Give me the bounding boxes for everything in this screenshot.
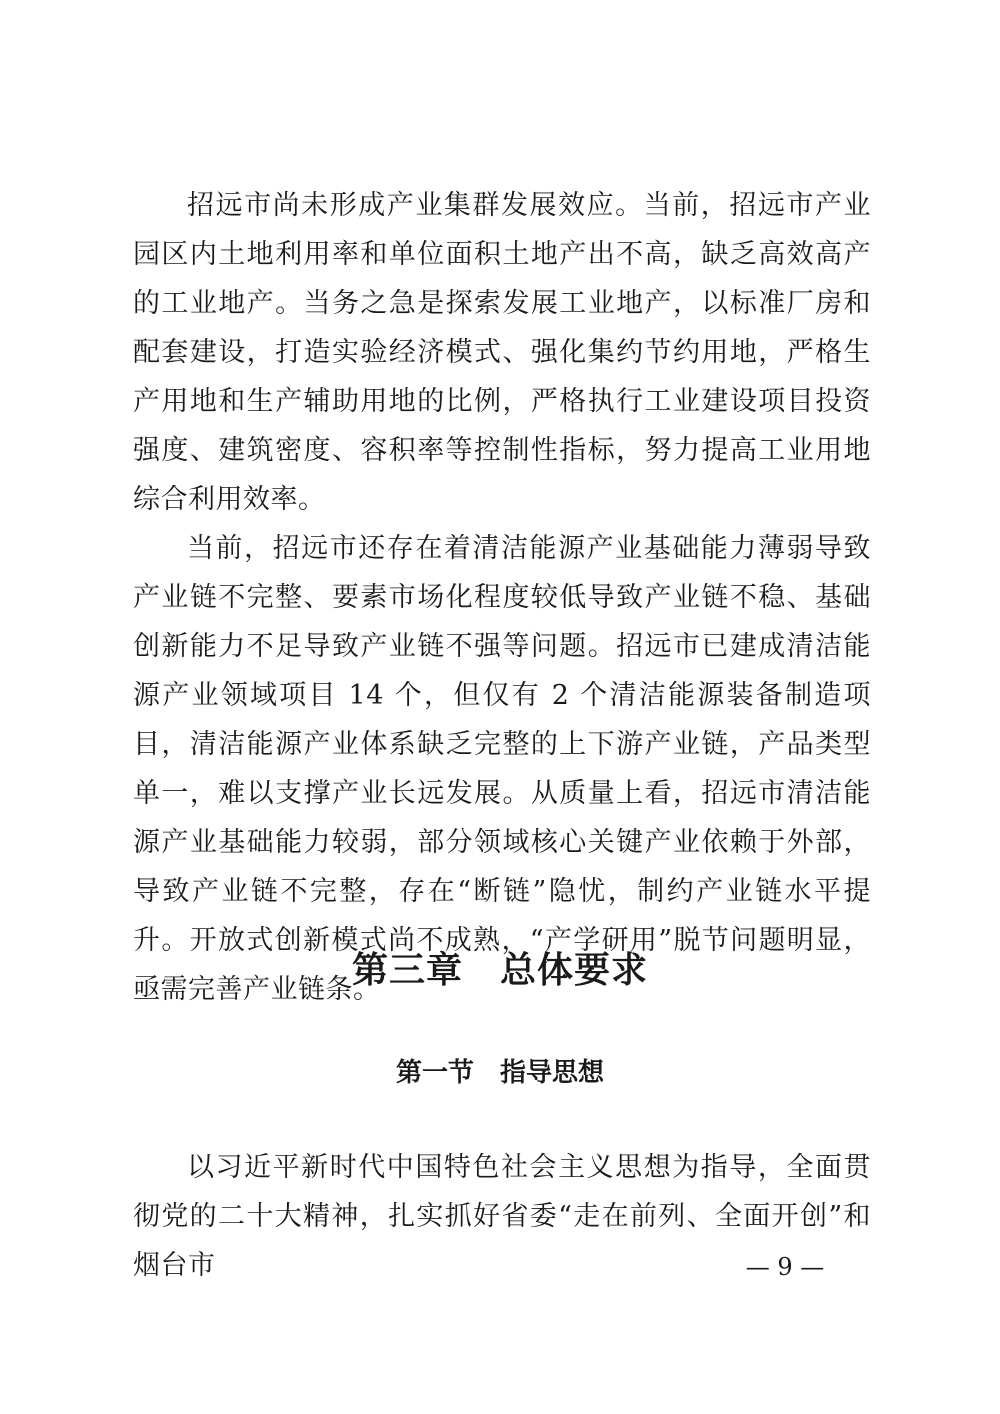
body-text-top <box>133 181 871 1014</box>
chapter-title: 第三章 总体要求 <box>351 950 648 991</box>
section-title: 第一节 指导思想 <box>395 1058 604 1088</box>
page-number: — 9 — <box>745 1253 825 1281</box>
paragraph-industrial-land: 招远市尚未形成产业集群发展效应。当前，招远市产业园区内土地利用率和单位面积土地产出不高，缺乏高效高产的工业地产。当务之急是探索发展工业地产，以标准厂房和配套建设，打造实验经济模式、强化集约节约用地，严格生产用地和生产辅助用地的比例，严格执行工业建设项目投资强度、建筑密度、容积率等控制性指标，努力提高工业用地综合利用效率。 <box>133 190 871 515</box>
paragraph-guiding-thought: 以习近平新时代中国特色社会主义思想为指导，全面贯彻党的二十大精神，扎实抓好省委“走在前列、全面开创”和烟台市 <box>133 1152 871 1281</box>
paragraph-clean-energy-chain: 当前，招远市还存在着清洁能源产业基础能力薄弱导致产业链不完整、要素市场化程度较低导致产业链不稳、基础创新能力不足导致产业链不强等问题。招远市已建成清洁能源产业领域项目 14 个，但仅有 2 个清洁能源装备制造项目，清洁能源产业体系缺乏完整的上下游产业链，产品类型单一，难以支撑产业长远发展。从质量上看，招远市清洁能源产业基础能力较弱，部分领域核心关键产业依赖于外部，导致产业链不完整，存在“断链”隐忧，制约产业链水平提升。开放式创新模式尚不成熟，“产学研用”脱节问题明显，亟需完善产业链条。 <box>133 533 871 1005</box>
